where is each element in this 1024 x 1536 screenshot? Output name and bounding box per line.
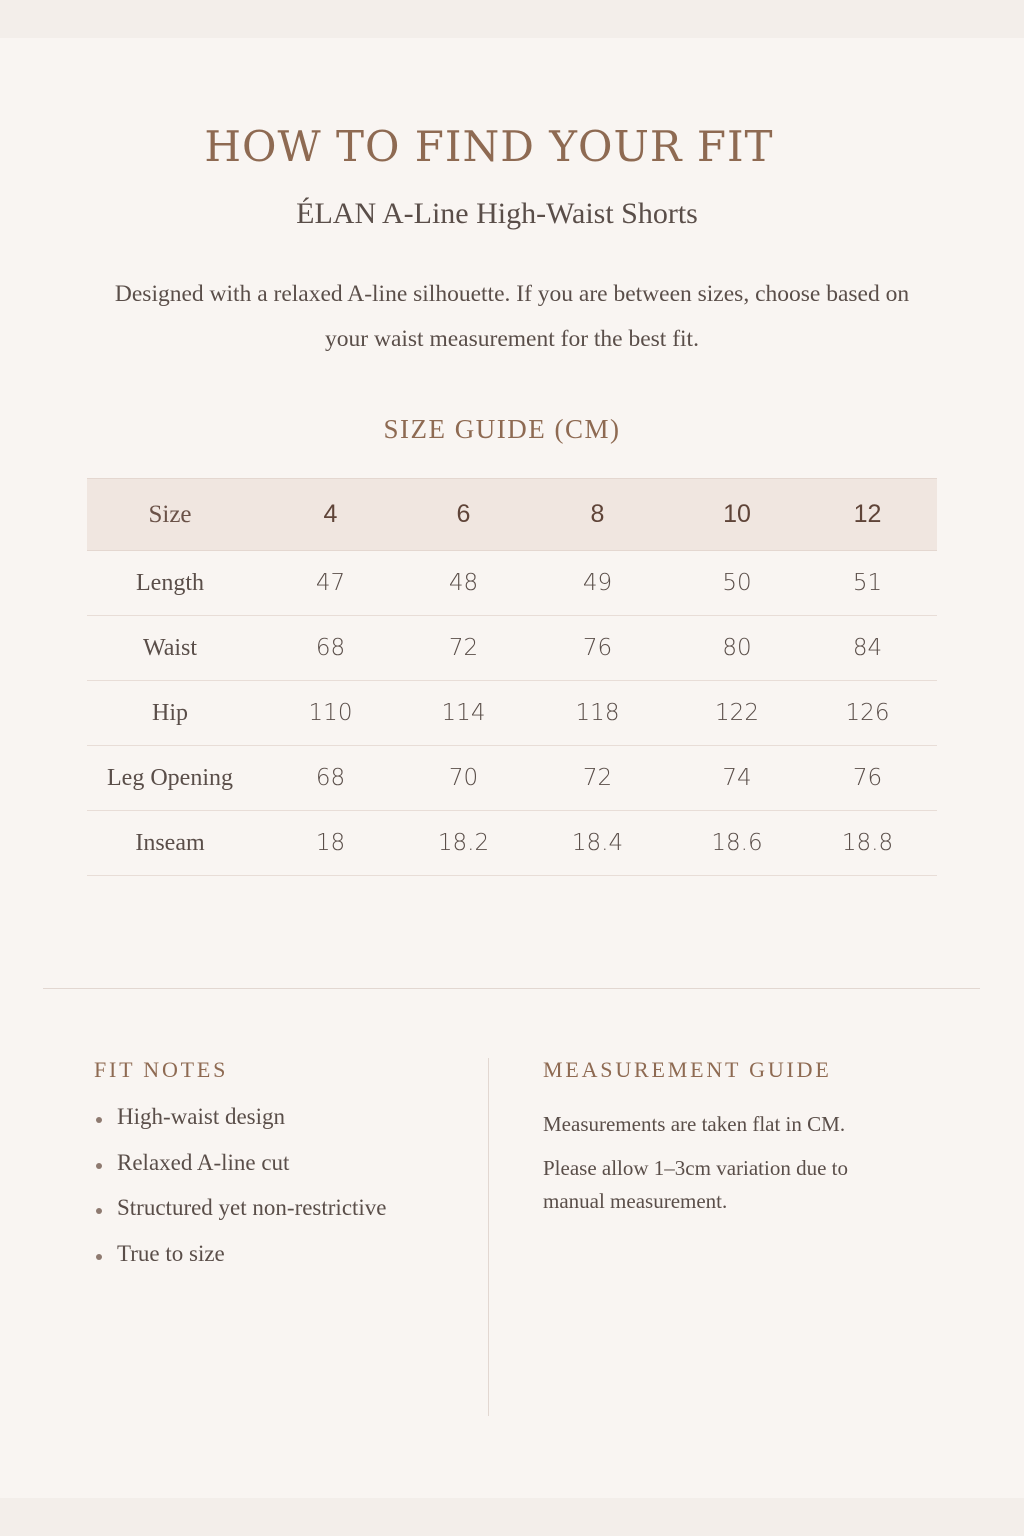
table-cell: 76	[582, 635, 613, 661]
column-header-8: 8	[590, 500, 605, 528]
bullet-icon	[96, 1208, 102, 1214]
list-item	[94, 1104, 387, 1150]
list-item-text: Relaxed A-line cut	[117, 1149, 290, 1175]
table-cell: 118	[575, 700, 620, 726]
list-item-text: High-waist design	[117, 1104, 286, 1129]
column-header-size: Size	[148, 500, 192, 528]
table-cell: 18.6	[711, 830, 763, 856]
table-cell: 50	[722, 570, 752, 596]
table-row-hip	[87, 681, 937, 746]
table-cell: 18	[315, 830, 346, 856]
bullet-icon	[96, 1117, 102, 1123]
table-cell: 68	[315, 635, 346, 661]
table-cell: 47	[315, 570, 346, 596]
table-cell: 72	[582, 765, 613, 791]
fit-notes-heading: FIT NOTES	[94, 1057, 229, 1082]
intro-text: Designed with a relaxed A-line silhouette. If you are between sizes, choose based on your waist measurement for the best fit.	[114, 281, 910, 352]
table-cell: 114	[441, 700, 486, 726]
size-table	[87, 478, 937, 876]
list-item	[94, 1241, 387, 1287]
table-cell: 74	[722, 765, 752, 791]
table-cell: 122	[715, 700, 759, 726]
table-cell: 80	[722, 635, 752, 661]
row-label: Inseam	[135, 829, 205, 856]
size-guide-heading: SIZE GUIDE (CM)	[383, 414, 621, 444]
row-label: Length	[136, 569, 204, 596]
table-row-length	[87, 551, 937, 616]
table-cell: 126	[845, 700, 890, 726]
product-name: ÉLAN A-Line High-Waist Shorts	[296, 197, 698, 230]
column-header-10: 10	[723, 500, 751, 528]
fit-notes-list	[94, 1104, 387, 1286]
list-item-text: True to size	[117, 1240, 225, 1266]
table-row-waist	[87, 616, 937, 681]
column-divider	[488, 1058, 489, 1416]
table-cell: 70	[448, 765, 479, 791]
table-cell: 76	[852, 765, 883, 791]
table-cell: 18.4	[571, 830, 624, 856]
table-cell: 68	[315, 765, 346, 791]
bullet-icon	[96, 1163, 102, 1169]
list-item	[94, 1150, 387, 1196]
measurement-guide-heading: MEASUREMENT GUIDE	[543, 1057, 832, 1082]
table-header-row	[87, 479, 937, 551]
variation-note: Please allow 1–3cm variation due to manual measurement.	[543, 1156, 849, 1213]
table-row-leg-opening	[87, 746, 937, 811]
column-header-4: 4	[323, 500, 338, 528]
table-row-inseam	[87, 811, 937, 876]
row-label: Hip	[152, 699, 188, 726]
row-label: Leg Opening	[107, 764, 233, 791]
table-cell: 48	[448, 570, 479, 596]
table-cell: 84	[852, 635, 883, 661]
column-header-6: 6	[456, 500, 471, 528]
page-title: HOW TO FIND YOUR FIT	[204, 122, 774, 171]
table-cell: 72	[448, 635, 479, 661]
list-item	[94, 1195, 387, 1241]
table-cell: 18.2	[437, 830, 490, 856]
table-cell: 51	[852, 570, 883, 596]
list-item-text: Structured yet non-restrictive	[117, 1195, 387, 1220]
section-divider	[43, 988, 980, 989]
measurement-note: Measurements are taken flat in CM.	[543, 1112, 846, 1136]
table-cell: 110	[308, 700, 353, 726]
table-cell: 49	[582, 570, 613, 596]
bullet-icon	[96, 1254, 102, 1260]
table-cell: 18.8	[841, 830, 894, 856]
column-header-12: 12	[853, 500, 882, 528]
row-label: Waist	[142, 634, 198, 661]
